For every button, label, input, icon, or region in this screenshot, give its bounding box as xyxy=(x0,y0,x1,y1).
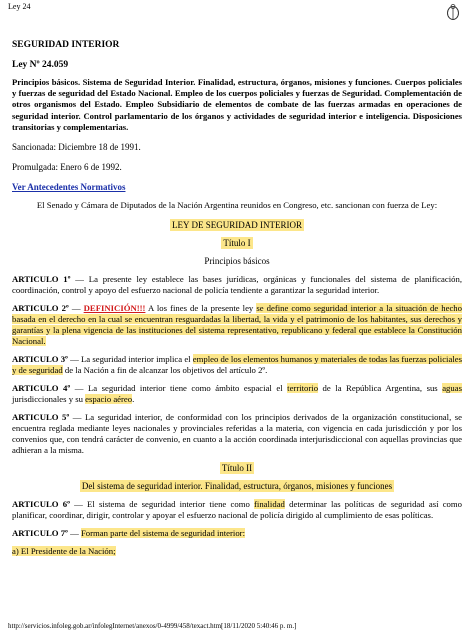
argentina-emblem-icon xyxy=(446,4,460,20)
titulo-1: Título I xyxy=(223,238,251,249)
sanction-date: Sancionada: Diciembre 18 de 1991. xyxy=(12,142,141,153)
law-number: Ley Nº 24.059 xyxy=(12,60,69,70)
article-7-highlight: Forman parte del sistema de seguridad interior: xyxy=(80,528,245,539)
titulo-1-subtitle: Principios básicos xyxy=(204,256,270,267)
article-2: ARTICULO 2º — DEFINICIÓN!!! A los fines de la presente ley se define como seguridad interior a la situación de hecho basada en el derecho en la cual se encuentran resguardadas la libertad, la vida y el patrimonio de los habitantes, sus derechos y garantías y la plena vigencia de las instituciones del sistema representativo, republicano y federal que establece la Constitución Nacional. xyxy=(12,303,462,347)
article-3-highlight: empleo de los elementos humanos y materiales de todas las fuerzas policiales y de seguridad xyxy=(12,354,462,376)
article-2-highlight: se define como seguridad interior a la situación de hecho basada en el derecho en la cual se encuentran resguardadas la libertad, la vida y el patrimonio de los habitantes, sus derechos y garantías y la plena vigencia de las instituciones del sistema representativo, republicano y federal que establece la Constitución Nacional. xyxy=(12,303,462,347)
titulo-2: Título II xyxy=(221,463,253,474)
law-title: SEGURIDAD INTERIOR xyxy=(12,40,120,50)
article-5-label: ARTICULO 5º xyxy=(12,412,70,423)
article-6: ARTICULO 6º — El sistema de seguridad interior tiene como finalidad determinar las políticas de seguridad así como planificar, coordinar, dirigir, controlar y apoyar el esfuerzo nacional de policía dirigido al cumplimiento de esas políticas. xyxy=(12,499,462,521)
article-1-label: ARTICULO 1º xyxy=(12,274,71,285)
preamble: El Senado y Cámara de Diputados de la Nación Argentina reunidos en Congreso, etc. sancionan con fuerza de Ley: xyxy=(36,200,438,211)
article-4: ARTICULO 4º — La seguridad interior tiene como ámbito espacial el territorio de la República Argentina, sus aguas jurisdiccionales y su espacio aéreo. xyxy=(12,383,462,405)
definition-marker: DEFINICIÓN!!! xyxy=(83,303,146,314)
article-7-item-a: a) El Presidente de la Nación; xyxy=(12,546,116,557)
finalidad-highlight: finalidad xyxy=(254,499,285,510)
page-header-label: Ley 24 xyxy=(8,2,31,11)
espacio-aereo-highlight: espacio aéreo xyxy=(85,394,133,405)
law-heading: LEY DE SEGURIDAD INTERIOR xyxy=(172,220,302,231)
article-6-label: ARTICULO 6º xyxy=(12,499,70,510)
article-3-label: ARTICULO 3º xyxy=(12,354,68,365)
promulgation-date: Promulgada: Enero 6 de 1992. xyxy=(12,162,122,173)
article-1: ARTICULO 1º — La presente ley establece las bases jurídicas, orgánicas y funcionales del sistema de planificación, coordinación, control y apoyo del esfuerzo nacional de policía tendiente a garantizar la seguridad interior. xyxy=(12,274,462,296)
article-4-label: ARTICULO 4º xyxy=(12,383,71,394)
law-document xyxy=(12,40,462,564)
antecedentes-link[interactable]: Ver Antecedentes Normativos xyxy=(12,182,126,193)
aguas-highlight: aguas xyxy=(442,383,462,394)
footer-url: http://servicios.infoleg.gob.ar/infolegInternet/anexos/0-4999/458/texact.htm[18/11/2020 5:40:46 p. m.] xyxy=(8,622,297,630)
article-7: ARTICULO 7º — Forman parte del sistema de seguridad interior: xyxy=(12,528,245,539)
article-7-label: ARTICULO 7º xyxy=(12,528,68,539)
article-2-label: ARTICULO 2º xyxy=(12,303,69,314)
law-summary: Principios básicos. Sistema de Seguridad Interior. Finalidad, estructura, órganos, misiones y funciones. Cuerpos policiales y fuerzas de seguridad del Estado Nacional. Empleo de los cuerpos policiales y fuerzas de Seguridad. Complementación de otros organismos del Estado. Empleo Subsidiario de elementos de combate de las fuerzas armadas en operaciones de seguridad interior. Control parlamentario de los órganos y actividades de seguridad interior e inteligencia. Disposiciones transitorias y complementarias. xyxy=(12,77,462,132)
article-3: ARTICULO 3º — La seguridad interior implica el empleo de los elementos humanos y materiales de todas las fuerzas policiales y de seguridad de la Nación a fin de alcanzar los objetivos del artículo 2º. xyxy=(12,354,462,376)
titulo-2-subtitle: Del sistema de seguridad interior. Finalidad, estructura, órganos, misiones y funciones xyxy=(81,481,393,492)
article-5: ARTICULO 5º — La seguridad interior, de conformidad con los principios derivados de la organización constitucional, se encuentra reglada mediante leyes nacionales y provinciales referidas a la materia, con vigencia en cada jurisdicción y por los convenios que, con tendrá carácter de convenio, en cuanto a la acción coordinada interjurisdiccional con aquellas provincias que adhieran a la misma. xyxy=(12,412,462,456)
territorio-highlight: territorio xyxy=(287,383,319,394)
